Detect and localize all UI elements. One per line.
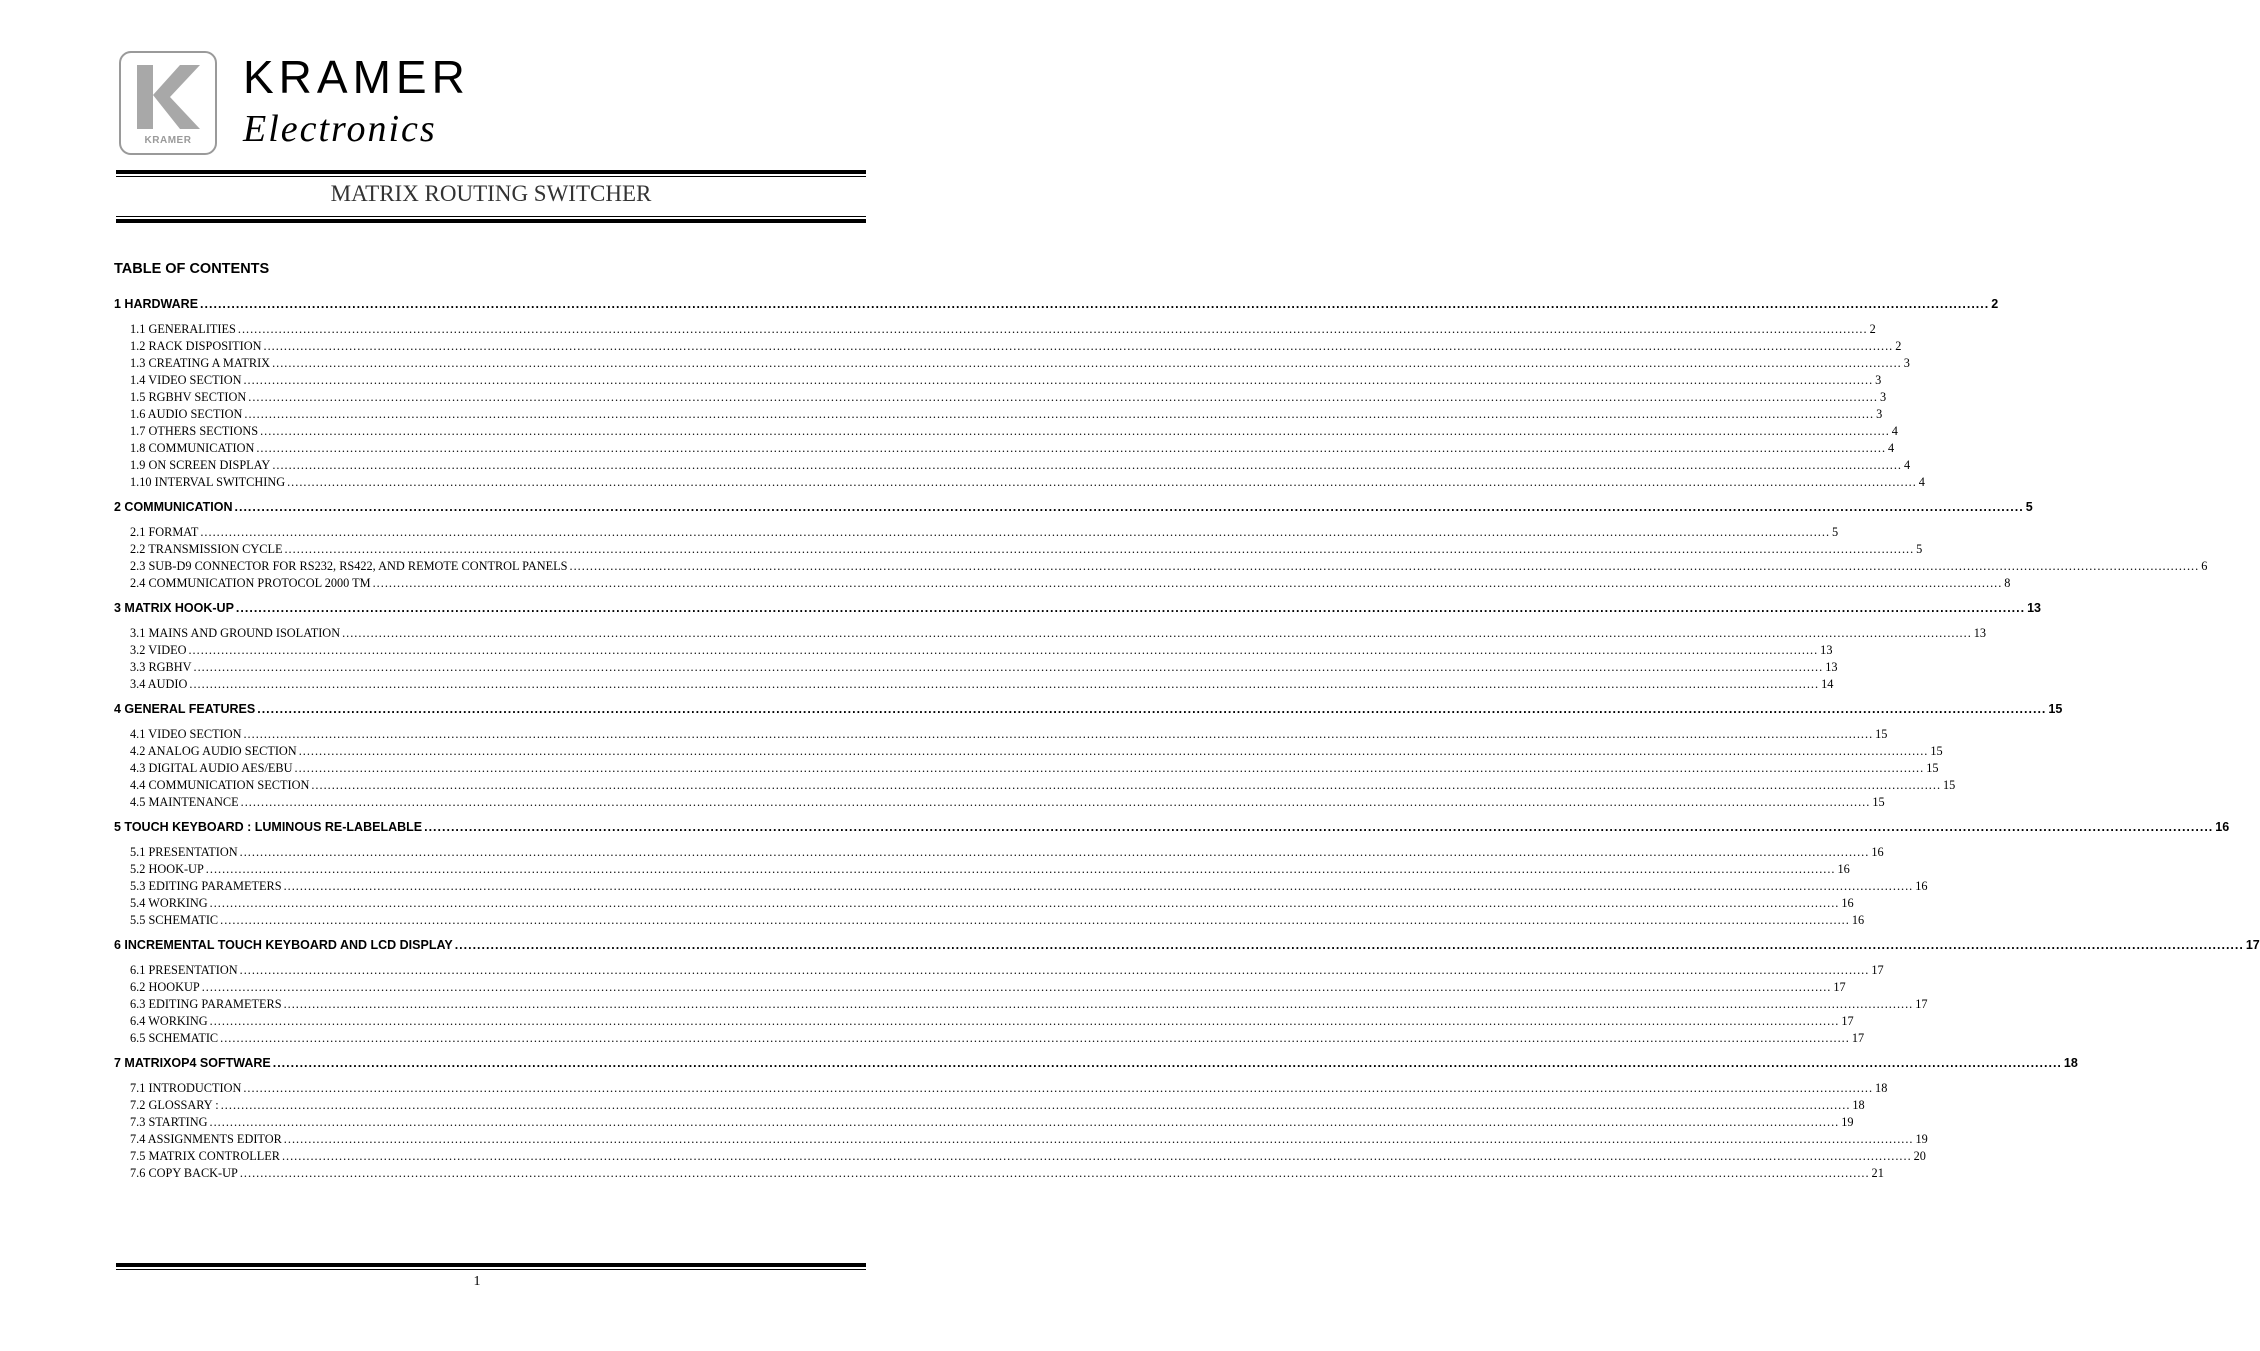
toc-entry-label: 1.3 CREATING A MATRIX: [130, 356, 271, 370]
toc-section[interactable]: [114, 937, 2260, 954]
toc-entry-page: 18: [1852, 1098, 1865, 1112]
toc-entry[interactable]: [114, 575, 2011, 592]
dot-leader: ................................................................................................................................................................................................................................................................................................................................................................................................................: [239, 1166, 1870, 1180]
dot-leader: ................................................................................................................................................................................................................................................................................................................................................................................................................: [272, 1056, 2062, 1070]
toc-entry-label: 4.3 DIGITAL AUDIO AES/EBU: [130, 761, 293, 775]
dot-leader: ................................................................................................................................................................................................................................................................................................................................................................................................................: [569, 559, 2200, 573]
toc-entry[interactable]: [114, 676, 1834, 693]
toc-section-page: 17: [2245, 938, 2260, 952]
header-rule-top: [116, 170, 866, 177]
header-rule-bottom: [116, 216, 866, 223]
toc-entry[interactable]: [114, 844, 1884, 861]
toc-entry-page: 4: [1888, 441, 1895, 455]
dot-leader: ................................................................................................................................................................................................................................................................................................................................................................................................................: [248, 390, 1878, 404]
toc-entry-label: 5.3 EDITING PARAMETERS: [130, 879, 282, 893]
toc-entry[interactable]: [114, 659, 1838, 676]
toc-entry[interactable]: [114, 1165, 1884, 1182]
toc-entry-label: 5.2 HOOK-UP: [130, 862, 204, 876]
dot-leader: ................................................................................................................................................................................................................................................................................................................................................................................................................: [298, 744, 1929, 758]
dot-leader: ................................................................................................................................................................................................................................................................................................................................................................................................................: [205, 862, 1836, 876]
table-of-contents: [114, 296, 2260, 1182]
toc-entry-page: 13: [1820, 643, 1833, 657]
toc-entry-label: 2.2 TRANSMISSION CYCLE: [130, 542, 283, 556]
toc-entry-page: 3: [1879, 390, 1887, 404]
brand-subtitle: Electronics: [243, 108, 437, 150]
toc-entry-label: 7.2 GLOSSARY :: [130, 1098, 219, 1112]
toc-entry-page: 17: [1851, 1031, 1865, 1045]
toc-entry-label: 7.4 ASSIGNMENTS EDITOR: [130, 1132, 282, 1146]
toc-entry-label: 1.1 GENERALITIES: [130, 322, 236, 336]
toc-entry-page: 17: [1833, 980, 1846, 994]
toc-entry-label: 2.1 FORMAT: [130, 525, 199, 539]
dot-leader: ................................................................................................................................................................................................................................................................................................................................................................................................................: [372, 576, 2003, 590]
dot-leader: ................................................................................................................................................................................................................................................................................................................................................................................................................: [283, 1132, 1914, 1146]
toc-entry[interactable]: [114, 1114, 1854, 1131]
toc-entry-page: 16: [1915, 879, 1928, 893]
toc-section[interactable]: [114, 701, 2063, 718]
toc-entry-label: 4.5 MAINTENANCE: [130, 795, 239, 809]
toc-entry[interactable]: [114, 861, 1850, 878]
toc-entry-label: 1.2 RACK DISPOSITION: [130, 339, 262, 353]
toc-section[interactable]: [114, 296, 1999, 313]
toc-entry[interactable]: [114, 979, 1846, 996]
toc-entry-label: 1.10 INTERVAL SWITCHING: [130, 475, 286, 489]
toc-entry[interactable]: [114, 1013, 1854, 1030]
toc-entry-page: 4: [1904, 458, 1911, 472]
toc-entry-page: 16: [1837, 862, 1850, 876]
dot-leader: ................................................................................................................................................................................................................................................................................................................................................................................................................: [201, 980, 1832, 994]
toc-section-page: 15: [2048, 702, 2063, 716]
toc-entry[interactable]: [114, 474, 1925, 491]
toc-entry[interactable]: [114, 1148, 1926, 1165]
toc-entry[interactable]: [114, 760, 1939, 777]
toc-entry-page: 15: [1872, 795, 1885, 809]
toc-section[interactable]: [114, 600, 2041, 617]
toc-entry-page: 20: [1913, 1149, 1926, 1163]
toc-entry[interactable]: [114, 777, 1956, 794]
logo-wordmark: KRAMER: [144, 135, 192, 146]
document-title: MATRIX ROUTING SWITCHER: [330, 181, 652, 206]
dot-leader: ................................................................................................................................................................................................................................................................................................................................................................................................................: [243, 1081, 1874, 1095]
dot-leader: ................................................................................................................................................................................................................................................................................................................................................................................................................: [284, 542, 1915, 556]
toc-section-page: 2: [1991, 297, 1999, 311]
dot-leader: ................................................................................................................................................................................................................................................................................................................................................................................................................: [237, 322, 1868, 336]
toc-entry-label: 5.1 PRESENTATION: [130, 845, 238, 859]
toc-entry-label: 7.6 COPY BACK-UP: [130, 1166, 238, 1180]
toc-entry[interactable]: [114, 912, 1865, 929]
toc-entry-label: 7.5 MATRIX CONTROLLER: [130, 1149, 280, 1163]
toc-entry-page: 17: [1915, 997, 1928, 1011]
toc-entry-label: 2.4 COMMUNICATION PROTOCOL 2000 TM: [130, 576, 371, 590]
toc-entry[interactable]: [114, 743, 1943, 760]
toc-entry-page: 3: [1876, 407, 1883, 421]
dot-leader: ................................................................................................................................................................................................................................................................................................................................................................................................................: [283, 879, 1914, 893]
toc-section-label: 4 GENERAL FEATURES: [114, 702, 256, 716]
toc-section-label: 3 MATRIX HOOK-UP: [114, 601, 234, 615]
toc-entry[interactable]: [114, 625, 1987, 642]
toc-entry-label: 6.3 EDITING PARAMETERS: [130, 997, 282, 1011]
toc-entry[interactable]: [114, 1030, 1865, 1047]
toc-entry[interactable]: [114, 878, 1928, 895]
toc-entry-page: 3: [1903, 356, 1910, 370]
toc-entry-label: 1.5 RGBHV SECTION: [130, 390, 247, 404]
dot-leader: ................................................................................................................................................................................................................................................................................................................................................................................................................: [188, 643, 1819, 657]
toc-entry-page: 13: [1973, 626, 1987, 640]
toc-entry[interactable]: [114, 962, 1884, 979]
toc-entry-label: 3.1 MAINS AND GROUND ISOLATION: [130, 626, 341, 640]
toc-entry-page: 19: [1841, 1115, 1854, 1129]
toc-entry-page: 16: [1871, 845, 1884, 859]
dot-leader: ................................................................................................................................................................................................................................................................................................................................................................................................................: [272, 356, 1902, 370]
toc-section-page: 5: [2025, 500, 2033, 514]
toc-section-label: 7 MATRIXOP4 SOFTWARE: [114, 1056, 271, 1070]
toc-entry[interactable]: [114, 524, 1839, 541]
toc-entry-label: 3.3 RGBHV: [130, 660, 192, 674]
toc-entry[interactable]: [114, 423, 1898, 440]
toc-entry-page: 19: [1915, 1132, 1928, 1146]
toc-entry-label: 4.2 ANALOG AUDIO SECTION: [130, 744, 297, 758]
toc-entry[interactable]: [114, 726, 1888, 743]
dot-leader: ................................................................................................................................................................................................................................................................................................................................................................................................................: [244, 407, 1875, 421]
footer-rule: [116, 1263, 866, 1270]
kramer-logo: [119, 51, 217, 155]
dot-leader: ................................................................................................................................................................................................................................................................................................................................................................................................................: [243, 727, 1874, 741]
toc-entry-label: 6.1 PRESENTATION: [130, 963, 238, 977]
toc-entry-label: 1.7 OTHERS SECTIONS: [130, 424, 259, 438]
toc-entry-label: 4.4 COMMUNICATION SECTION: [130, 778, 310, 792]
dot-leader: ................................................................................................................................................................................................................................................................................................................................................................................................................: [209, 1115, 1840, 1129]
dot-leader: ................................................................................................................................................................................................................................................................................................................................................................................................................: [260, 424, 1890, 438]
toc-entry-label: 1.6 AUDIO SECTION: [130, 407, 243, 421]
dot-leader: ................................................................................................................................................................................................................................................................................................................................................................................................................: [311, 778, 1942, 792]
toc-entry-page: 13: [1825, 660, 1838, 674]
toc-entry-page: 21: [1871, 1166, 1884, 1180]
toc-entry[interactable]: [114, 541, 1923, 558]
toc-section-label: 1 HARDWARE: [114, 297, 199, 311]
toc-entry-label: 4.1 VIDEO SECTION: [130, 727, 242, 741]
toc-entry[interactable]: [114, 389, 1887, 406]
dot-leader: ................................................................................................................................................................................................................................................................................................................................................................................................................: [256, 441, 1887, 455]
toc-entry[interactable]: [114, 406, 1883, 423]
dot-leader: ................................................................................................................................................................................................................................................................................................................................................................................................................: [200, 297, 1990, 311]
dot-leader: ................................................................................................................................................................................................................................................................................................................................................................................................................: [220, 1031, 1850, 1045]
toc-entry[interactable]: [114, 642, 1833, 659]
kramer-k-icon: [134, 63, 204, 131]
toc-entry-page: 6: [2201, 559, 2208, 573]
dot-leader: ................................................................................................................................................................................................................................................................................................................................................................................................................: [243, 373, 1874, 387]
dot-leader: ................................................................................................................................................................................................................................................................................................................................................................................................................: [294, 761, 1925, 775]
dot-leader: ................................................................................................................................................................................................................................................................................................................................................................................................................: [454, 938, 2244, 952]
page-number: 1: [473, 1274, 481, 1289]
toc-section-label: 2 COMMUNICATION: [114, 500, 233, 514]
toc-entry-label: 3.2 VIDEO: [130, 643, 187, 657]
toc-entry-page: 2: [1869, 322, 1876, 336]
dot-leader: ................................................................................................................................................................................................................................................................................................................................................................................................................: [189, 677, 1820, 691]
toc-entry-page: 17: [1871, 963, 1884, 977]
toc-section[interactable]: [114, 819, 2230, 836]
toc-section-label: 5 TOUCH KEYBOARD : LUMINOUS RE-LABELABLE: [114, 820, 423, 834]
dot-leader: ................................................................................................................................................................................................................................................................................................................................................................................................................: [342, 626, 1972, 640]
toc-entry[interactable]: [114, 1097, 1865, 1114]
toc-entry[interactable]: [114, 338, 1902, 355]
dot-leader: ................................................................................................................................................................................................................................................................................................................................................................................................................: [287, 475, 1917, 489]
toc-section-page: 13: [2027, 601, 2041, 615]
toc-entry[interactable]: [114, 1131, 1928, 1148]
toc-entry-label: 1.4 VIDEO SECTION: [130, 373, 242, 387]
toc-entry-page: 15: [1943, 778, 1956, 792]
dot-leader: ................................................................................................................................................................................................................................................................................................................................................................................................................: [424, 820, 2214, 834]
toc-entry-label: 5.5 SCHEMATIC: [130, 913, 219, 927]
toc-entry-label: 3.4 AUDIO: [130, 677, 188, 691]
toc-entry-page: 16: [1841, 896, 1854, 910]
toc-entry-label: 5.4 WORKING: [130, 896, 208, 910]
dot-leader: ................................................................................................................................................................................................................................................................................................................................................................................................................: [200, 525, 1831, 539]
toc-entry-page: 16: [1851, 913, 1865, 927]
brand-name: KRAMER: [243, 51, 470, 103]
toc-entry[interactable]: [114, 457, 1911, 474]
toc-section-page: 18: [2063, 1056, 2078, 1070]
toc-entry-label: 7.1 INTRODUCTION: [130, 1081, 242, 1095]
toc-entry[interactable]: [114, 321, 1876, 338]
toc-heading: TABLE OF CONTENTS: [114, 261, 270, 277]
toc-entry[interactable]: [114, 794, 1885, 811]
dot-leader: ................................................................................................................................................................................................................................................................................................................................................................................................................: [257, 702, 2047, 716]
toc-entry[interactable]: [114, 355, 1910, 372]
toc-entry[interactable]: [114, 558, 2208, 575]
toc-entry-page: 15: [1926, 761, 1939, 775]
toc-entry-label: 1.9 ON SCREEN DISPLAY: [130, 458, 271, 472]
dot-leader: ................................................................................................................................................................................................................................................................................................................................................................................................................: [234, 500, 2024, 514]
toc-entry[interactable]: [114, 372, 1882, 389]
toc-entry-page: 18: [1875, 1081, 1888, 1095]
dot-leader: ................................................................................................................................................................................................................................................................................................................................................................................................................: [209, 896, 1840, 910]
toc-section-label: 6 INCREMENTAL TOUCH KEYBOARD AND LCD DISPLAY: [114, 938, 453, 952]
toc-entry[interactable]: [114, 440, 1895, 457]
toc-entry-page: 5: [1916, 542, 1923, 556]
dot-leader: ................................................................................................................................................................................................................................................................................................................................................................................................................: [239, 845, 1870, 859]
dot-leader: ................................................................................................................................................................................................................................................................................................................................................................................................................: [263, 339, 1894, 353]
dot-leader: ................................................................................................................................................................................................................................................................................................................................................................................................................: [239, 963, 1870, 977]
toc-entry-page: 15: [1875, 727, 1888, 741]
toc-entry-page: 3: [1875, 373, 1882, 387]
dot-leader: ................................................................................................................................................................................................................................................................................................................................................................................................................: [220, 1098, 1851, 1112]
toc-entry-label: 7.3 STARTING: [130, 1115, 208, 1129]
toc-entry-label: 6.5 SCHEMATIC: [130, 1031, 219, 1045]
toc-section-page: 16: [2215, 820, 2230, 834]
toc-entry[interactable]: [114, 996, 1928, 1013]
toc-entry[interactable]: [114, 895, 1854, 912]
toc-entry-page: 17: [1841, 1014, 1854, 1028]
dot-leader: ................................................................................................................................................................................................................................................................................................................................................................................................................: [281, 1149, 1912, 1163]
toc-entry-label: 6.2 HOOKUP: [130, 980, 200, 994]
dot-leader: ................................................................................................................................................................................................................................................................................................................................................................................................................: [283, 997, 1914, 1011]
toc-section[interactable]: [114, 1055, 2078, 1072]
toc-entry-page: 8: [2004, 576, 2011, 590]
toc-section[interactable]: [114, 499, 2033, 516]
toc-entry[interactable]: [114, 1080, 1888, 1097]
toc-entry-page: 15: [1930, 744, 1943, 758]
toc-entry-page: 5: [1832, 525, 1839, 539]
toc-entry-page: 4: [1918, 475, 1925, 489]
dot-leader: ................................................................................................................................................................................................................................................................................................................................................................................................................: [272, 458, 1902, 472]
dot-leader: ................................................................................................................................................................................................................................................................................................................................................................................................................: [193, 660, 1824, 674]
toc-entry-page: 2: [1895, 339, 1902, 353]
toc-entry-label: 1.8 COMMUNICATION: [130, 441, 255, 455]
dot-leader: ................................................................................................................................................................................................................................................................................................................................................................................................................: [235, 601, 2026, 615]
toc-entry-label: 6.4 WORKING: [130, 1014, 208, 1028]
toc-entry-label: 2.3 SUB-D9 CONNECTOR FOR RS232, RS422, AND REMOTE CONTROL PANELS: [130, 559, 568, 573]
toc-entry-page: 14: [1821, 677, 1834, 691]
dot-leader: ................................................................................................................................................................................................................................................................................................................................................................................................................: [209, 1014, 1840, 1028]
dot-leader: ................................................................................................................................................................................................................................................................................................................................................................................................................: [240, 795, 1871, 809]
dot-leader: ................................................................................................................................................................................................................................................................................................................................................................................................................: [220, 913, 1850, 927]
toc-entry-page: 4: [1891, 424, 1898, 438]
